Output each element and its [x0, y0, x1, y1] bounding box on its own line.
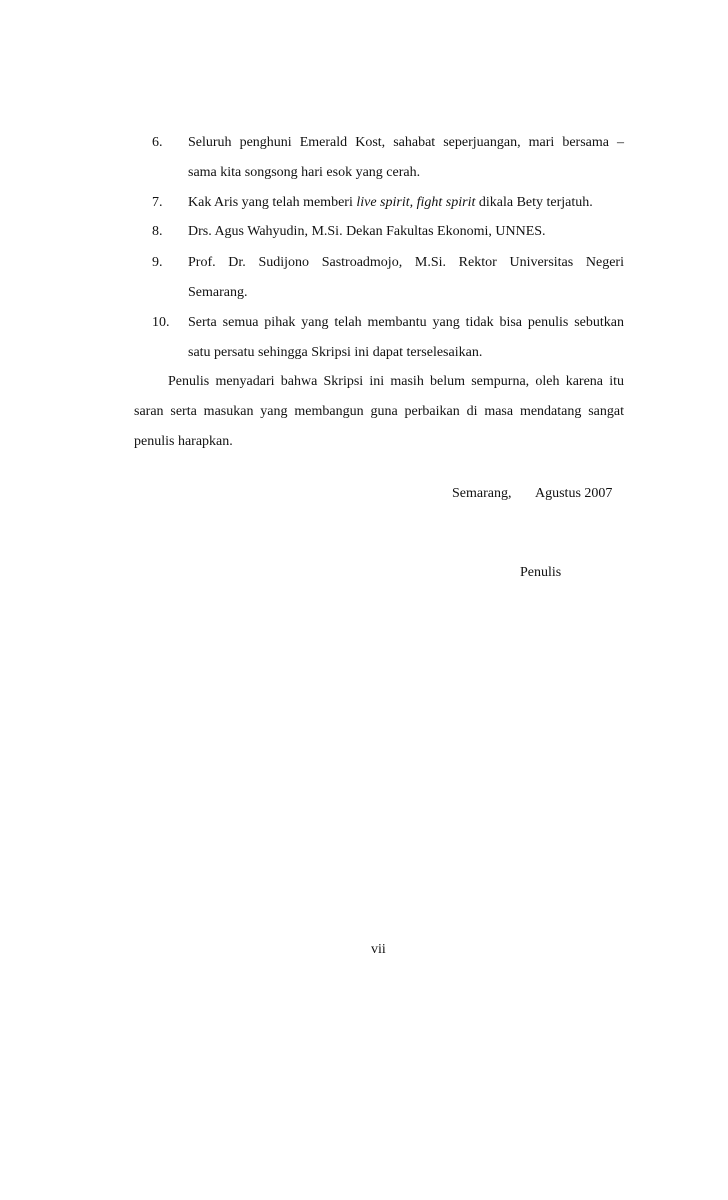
signature-place: Semarang,	[452, 486, 512, 501]
list-item-6	[152, 128, 624, 188]
list-number: 10.	[152, 315, 170, 330]
italic-phrase: live spirit, fight spirit	[356, 195, 476, 210]
list-item-9	[152, 248, 624, 308]
list-line: Serta semua pihak yang telah membantu yang tidak bisa penulis sebutkan	[188, 315, 624, 330]
paragraph-line: penulis harapkan.	[134, 434, 233, 449]
list-item-8	[152, 217, 624, 247]
paragraph-line: saran serta masukan yang membangun guna perbaikan di masa mendatang sangat	[134, 404, 624, 419]
list-line: satu persatu sehingga Skripsi ini dapat terselesaikan.	[188, 345, 483, 360]
list-number: 7.	[152, 195, 163, 210]
list-item-7	[152, 188, 624, 218]
paragraph-line: Penulis menyadari bahwa Skripsi ini masih belum sempurna, oleh karena itu	[168, 374, 624, 389]
signature-author: Penulis	[520, 565, 562, 580]
list-line: Seluruh penghuni Emerald Kost, sahabat seperjuangan, mari bersama –	[188, 135, 624, 150]
list-line: Prof. Dr. Sudijono Sastroadmojo, M.Si. Rektor Universitas Negeri	[188, 255, 624, 270]
list-item-10	[152, 308, 624, 368]
page-number: vii	[371, 942, 386, 957]
list-number: 6.	[152, 135, 163, 150]
closing-paragraph	[134, 367, 624, 457]
list-line: sama kita songsong hari esok yang cerah.	[188, 165, 421, 180]
list-line: Semarang.	[188, 285, 248, 300]
list-line: Kak Aris yang telah memberi live spirit, fight spirit dikala Bety terjatuh.	[188, 195, 593, 210]
list-number: 8.	[152, 224, 163, 239]
list-number: 9.	[152, 255, 163, 270]
list-line: Drs. Agus Wahyudin, M.Si. Dekan Fakultas Ekonomi, UNNES.	[188, 224, 546, 239]
signature-date: Agustus 2007	[535, 486, 613, 501]
